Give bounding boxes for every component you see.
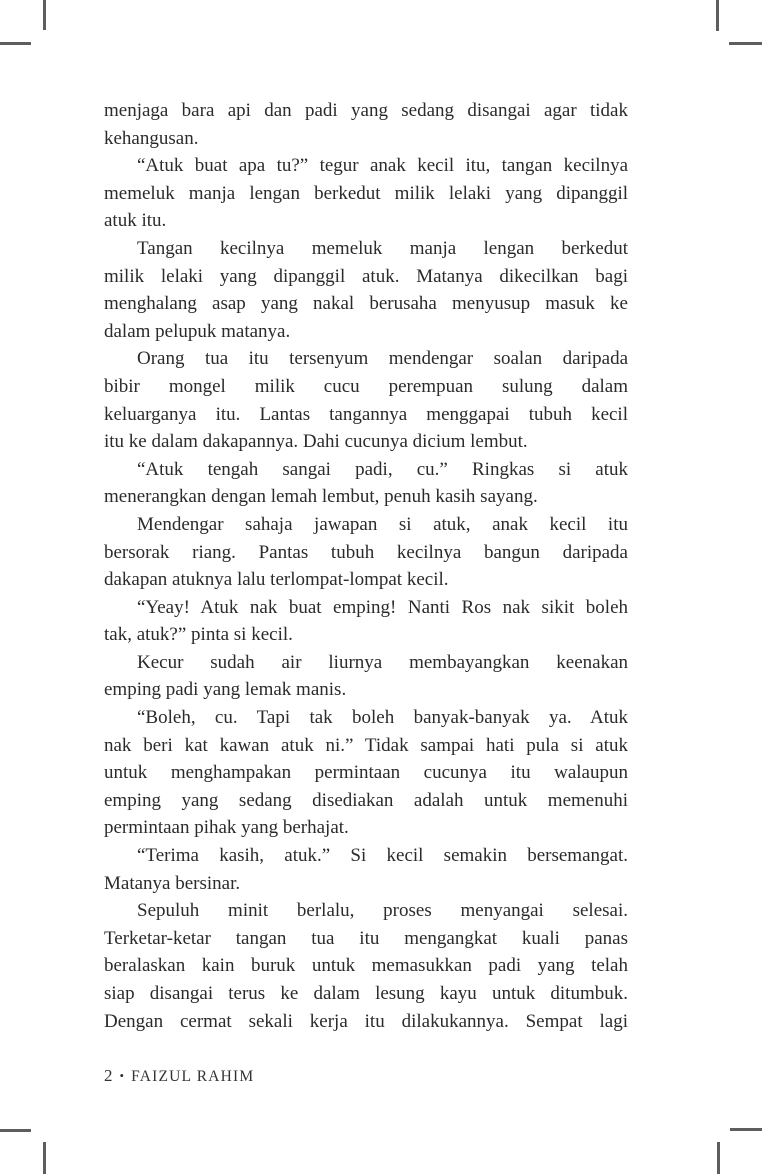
text-line: “Terima kasih, atuk.” Si kecil semakin bersemangat.: [137, 845, 628, 867]
paragraph: [104, 345, 628, 455]
text-line: emping padi yang lemak manis.: [104, 679, 347, 701]
crop-mark-bottom-left-vertical: [43, 1142, 46, 1174]
text-line: Tangan kecilnya memeluk manja lengan berkedut: [137, 237, 628, 259]
text-line: “Boleh, cu. Tapi tak boleh banyak-banyak ya. Atuk: [137, 707, 628, 729]
text-line: bersorak riang. Pantas tubuh kecilnya bangun daripada: [104, 541, 628, 563]
paragraph: [104, 235, 628, 345]
text-line: atuk itu.: [104, 210, 167, 232]
text-line: dakapan atuknya lalu terlompat-lompat kecil.: [104, 569, 449, 591]
paragraph: [104, 152, 628, 235]
text-block: [104, 97, 628, 1035]
text-line: menjaga bara api dan padi yang sedang disangai agar tidak: [104, 100, 628, 121]
text-line: nak beri kat kawan atuk ni.” Tidak sampai hati pula si atuk: [104, 734, 628, 756]
crop-mark-bottom-right-vertical: [717, 1142, 720, 1174]
running-footer-author: FAIZUL RAHIM: [131, 1068, 255, 1085]
crop-mark-bottom-left-horizontal: [0, 1129, 31, 1132]
paragraph: [104, 511, 628, 594]
text-line: memeluk manja lengan berkedut milik lelaki yang dipanggil: [104, 182, 628, 204]
text-line: kehangusan.: [104, 127, 199, 149]
text-line: menghalang asap yang nakal berusaha menyusup masuk ke: [104, 293, 628, 315]
crop-mark-top-left-vertical: [43, 0, 46, 30]
paragraph: [104, 456, 628, 511]
page-footer: [104, 1066, 254, 1086]
text-line: milik lelaki yang dipanggil atuk. Matanya dikecilkan bagi: [104, 265, 628, 287]
paragraph: [104, 649, 628, 704]
text-line: permintaan pihak yang berhajat.: [104, 817, 349, 839]
footer-separator-bullet: •: [119, 1068, 125, 1083]
crop-mark-bottom-right-horizontal: [730, 1128, 762, 1131]
text-line: Kecur sudah air liurnya membayangkan keenakan: [137, 651, 628, 673]
text-line: dalam pelupuk matanya.: [104, 320, 291, 342]
paragraph: [104, 97, 628, 152]
crop-mark-top-left-horizontal: [0, 42, 31, 45]
paragraph: [104, 897, 628, 1035]
text-line: tak, atuk?” pinta si kecil.: [104, 624, 293, 646]
text-line: Dengan cermat sekali kerja itu dilakukannya. Sempat lagi: [104, 1010, 628, 1032]
text-line: Matanya bersinar.: [104, 872, 241, 894]
paragraph: [104, 704, 628, 842]
text-line: siap disangai terus ke dalam lesung kayu untuk ditumbuk.: [104, 983, 628, 1004]
text-line: beralaskan kain buruk untuk memasukkan padi yang telah: [104, 955, 628, 977]
text-line: bibir mongel milik cucu perempuan sulung dalam: [104, 375, 628, 397]
text-line: emping yang sedang disediakan adalah untuk memenuhi: [104, 789, 628, 811]
crop-mark-top-right-vertical: [716, 0, 719, 31]
text-line: Terketar-ketar tangan tua itu mengangkat kuali panas: [104, 927, 628, 949]
text-line: “Atuk buat apa tu?” tegur anak kecil itu, tangan kecilnya: [137, 155, 628, 177]
crop-mark-top-right-horizontal: [729, 42, 762, 45]
text-line: untuk menghampakan permintaan cucunya itu walaupun: [104, 762, 628, 784]
text-line: itu ke dalam dakapannya. Dahi cucunya dicium lembut.: [104, 431, 528, 453]
page-number: 2: [104, 1066, 113, 1085]
text-line: “Atuk tengah sangai padi, cu.” Ringkas si atuk: [137, 458, 628, 480]
paragraph: [104, 594, 628, 649]
paragraph: [104, 842, 628, 897]
text-line: Sepuluh minit berlalu, proses menyangai selesai.: [137, 900, 628, 922]
text-line: “Yeay! Atuk nak buat emping! Nanti Ros nak sikit boleh: [137, 596, 628, 618]
text-line: keluarganya itu. Lantas tangannya menggapai tubuh kecil: [104, 403, 628, 425]
text-line: Mendengar sahaja jawapan si atuk, anak kecil itu: [137, 513, 628, 535]
text-line: Orang tua itu tersenyum mendengar soalan daripada: [137, 348, 628, 370]
text-line: menerangkan dengan lemah lembut, penuh kasih sayang.: [104, 486, 538, 508]
